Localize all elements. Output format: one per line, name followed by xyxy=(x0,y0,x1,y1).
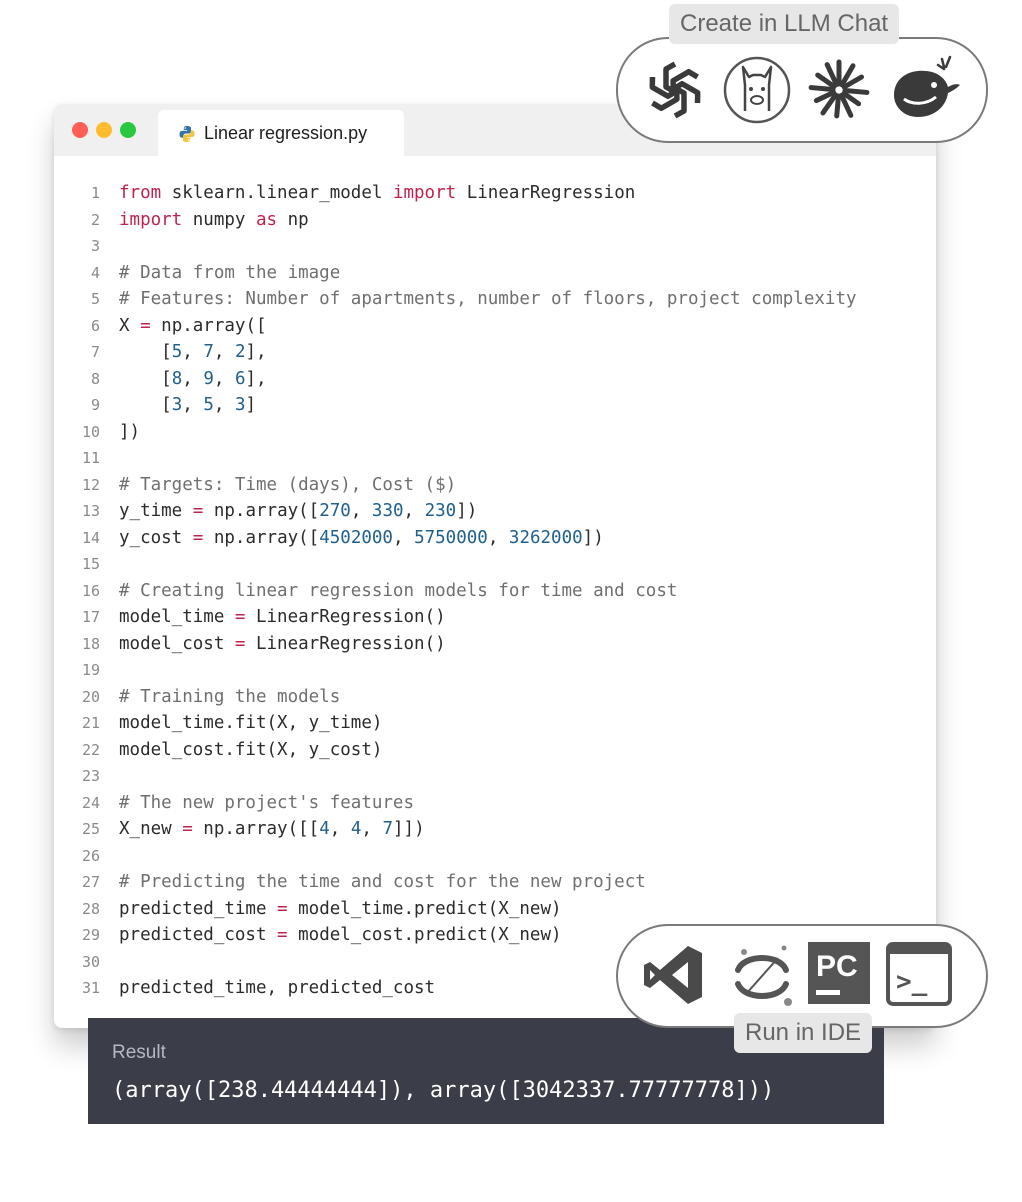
code-line xyxy=(54,419,936,446)
code-text: import numpy as np xyxy=(119,209,309,230)
line-number: 9 xyxy=(90,396,100,414)
line-number: 30 xyxy=(81,952,100,971)
code-line xyxy=(54,790,936,817)
code-text: from sklearn.linear_model import LinearRegression xyxy=(119,183,636,203)
code-text: # Predicting the time and cost for the new project xyxy=(119,872,646,892)
code-text: # Targets: Time (days), Cost ($) xyxy=(119,474,457,495)
llm-chat-panel xyxy=(616,37,988,143)
code-text: # Training the models xyxy=(119,686,341,707)
code-text: # Creating linear regression models for time and cost xyxy=(119,580,678,601)
code-text: y_time = np.array([270, 330, 230]) xyxy=(119,501,478,521)
line-number: 18 xyxy=(81,634,100,653)
code-line xyxy=(54,180,936,207)
line-number: 12 xyxy=(81,475,100,494)
maximize-window-button[interactable] xyxy=(120,122,136,138)
code-text: predicted_time, predicted_cost xyxy=(119,978,436,998)
line-number: 14 xyxy=(81,528,100,547)
code-line xyxy=(54,551,936,578)
code-line xyxy=(54,366,936,393)
code-text: model_time.fit(X, y_time) xyxy=(119,713,383,733)
code-line xyxy=(54,869,936,896)
code-line xyxy=(54,472,936,499)
code-line xyxy=(54,260,936,287)
code-text: # The new project's features xyxy=(119,792,415,813)
run-in-ide-label: Run in IDE xyxy=(734,1013,872,1053)
line-number: 25 xyxy=(81,820,100,838)
code-text: [8, 9, 6], xyxy=(119,368,267,389)
code-line xyxy=(54,286,936,313)
editor-window xyxy=(54,104,936,1028)
result-value: (array([238.44444444]), array([3042337.77777778])) xyxy=(112,1078,775,1103)
line-number: 28 xyxy=(81,899,100,918)
code-line xyxy=(54,763,936,790)
tab-filename: Linear regression.py xyxy=(204,123,368,143)
code-line xyxy=(54,631,936,658)
jupyter-icon[interactable] xyxy=(722,936,802,1016)
line-number: 21 xyxy=(81,714,100,732)
code-text: [3, 5, 3] xyxy=(119,395,257,415)
line-number: 8 xyxy=(90,369,100,388)
code-text: model_cost.fit(X, y_cost) xyxy=(119,739,383,760)
line-number: 22 xyxy=(81,740,100,759)
line-number: 24 xyxy=(81,793,100,812)
line-number: 15 xyxy=(81,555,100,573)
pycharm-icon[interactable] xyxy=(808,942,870,1004)
code-line xyxy=(54,604,936,631)
create-in-llm-chat-label: Create in LLM Chat xyxy=(669,4,899,44)
code-line xyxy=(54,525,936,552)
code-line xyxy=(54,392,936,419)
code-line xyxy=(54,313,936,340)
line-number: 6 xyxy=(90,316,100,335)
code-line xyxy=(54,207,936,234)
line-number: 1 xyxy=(90,184,100,202)
line-number: 16 xyxy=(81,581,100,600)
code-text: model_cost = LinearRegression() xyxy=(119,633,446,654)
code-text: # Data from the image xyxy=(119,262,341,283)
code-line xyxy=(54,445,936,472)
code-line xyxy=(54,843,936,870)
line-number: 7 xyxy=(90,343,100,361)
code-line xyxy=(54,816,936,843)
line-number: 3 xyxy=(90,237,100,255)
minimize-window-button[interactable] xyxy=(96,122,112,138)
line-number: 27 xyxy=(81,873,100,891)
code-line xyxy=(54,657,936,684)
code-text: X = np.array([ xyxy=(119,315,267,336)
code-text: ]) xyxy=(119,421,141,442)
code-line xyxy=(54,339,936,366)
line-number: 31 xyxy=(81,979,100,997)
line-number: 4 xyxy=(90,263,100,282)
line-number: 29 xyxy=(81,926,100,944)
code-text: # Features: Number of apartments, number of floors, project complexity xyxy=(119,289,857,309)
vscode-icon[interactable] xyxy=(640,940,710,1010)
line-number: 10 xyxy=(81,422,100,441)
code-line xyxy=(54,233,936,260)
llama-icon[interactable] xyxy=(722,55,792,125)
code-text: [5, 7, 2], xyxy=(119,342,267,362)
line-number: 5 xyxy=(90,290,100,308)
code-editor[interactable] xyxy=(54,180,936,1002)
line-number: 11 xyxy=(81,449,100,467)
code-text: predicted_cost = model_cost.predict(X_new) xyxy=(119,925,562,945)
code-text: model_time = LinearRegression() xyxy=(119,607,446,627)
claude-icon[interactable] xyxy=(804,55,874,125)
code-line xyxy=(54,896,936,923)
code-line xyxy=(54,710,936,737)
code-line xyxy=(54,498,936,525)
line-number: 2 xyxy=(90,210,100,229)
line-number: 19 xyxy=(81,661,100,679)
code-line xyxy=(54,737,936,764)
code-text: X_new = np.array([[4, 4, 7]]) xyxy=(119,819,425,839)
code-text: y_cost = np.array([4502000, 5750000, 3262000]) xyxy=(119,527,604,548)
python-icon xyxy=(178,125,196,143)
chatgpt-icon[interactable] xyxy=(640,55,710,125)
line-number: 20 xyxy=(81,687,100,706)
file-tab[interactable] xyxy=(158,110,404,156)
close-window-button[interactable] xyxy=(72,122,88,138)
code-line xyxy=(54,578,936,605)
code-line xyxy=(54,684,936,711)
terminal-prompt-text: >_ xyxy=(896,967,928,997)
line-number: 17 xyxy=(81,608,100,626)
line-number: 13 xyxy=(81,502,100,520)
deepseek-icon[interactable] xyxy=(886,49,966,129)
line-number: 26 xyxy=(81,846,100,865)
result-label: Result xyxy=(112,1042,166,1063)
line-number: 23 xyxy=(81,767,100,785)
code-text: predicted_time = model_time.predict(X_new) xyxy=(119,898,562,919)
pycharm-icon-text: PC xyxy=(816,950,858,983)
terminal-icon[interactable] xyxy=(886,942,952,1006)
